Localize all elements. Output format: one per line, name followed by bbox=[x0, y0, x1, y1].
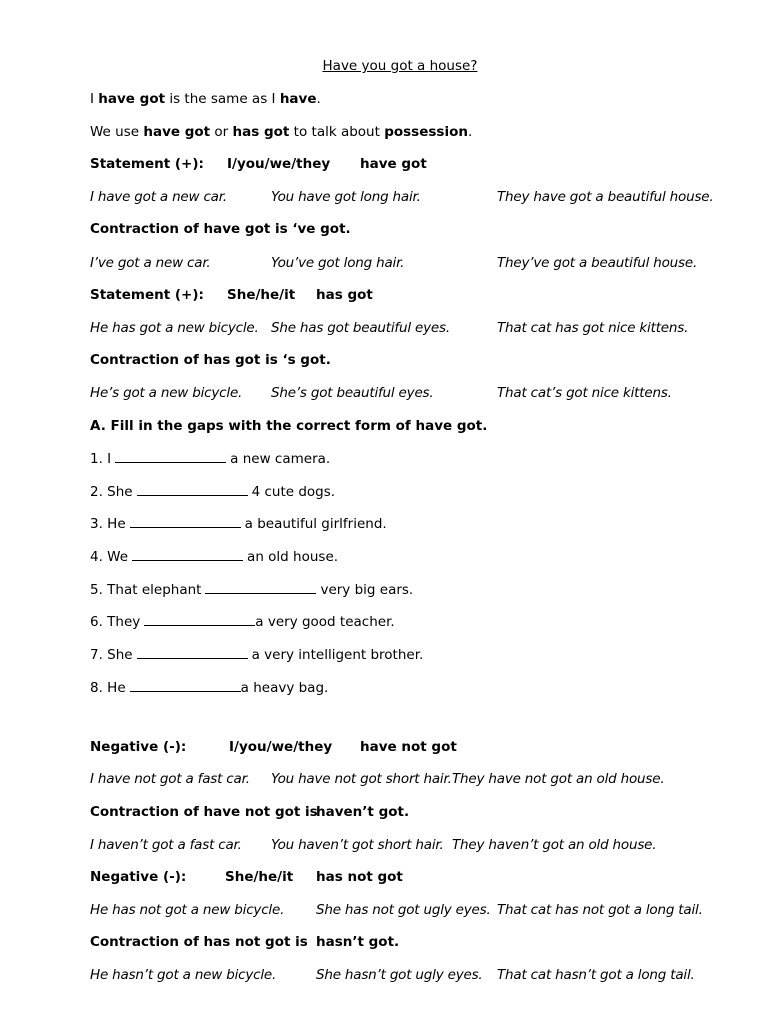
neg-contraction1-example-2: You haven’t got short hair. bbox=[271, 837, 444, 853]
gap-6-input[interactable] bbox=[144, 613, 255, 626]
item-8-prefix: 8. He bbox=[90, 680, 126, 696]
statement2-example-3: That cat has got nice kittens. bbox=[497, 320, 689, 336]
exercise-item-6 bbox=[90, 613, 395, 631]
intro2-bold-1: have got bbox=[143, 124, 211, 140]
statement2-form: has got bbox=[316, 287, 373, 303]
exercise-item-5 bbox=[90, 581, 413, 599]
exercise-item-2 bbox=[90, 483, 335, 501]
statement1-example-1: I have got a new car. bbox=[90, 189, 227, 205]
gap-2-input[interactable] bbox=[137, 483, 248, 496]
intro2-text-2: or bbox=[210, 124, 233, 140]
exercise-item-7 bbox=[90, 646, 423, 664]
neg-contraction2-form: hasn’t got. bbox=[316, 934, 400, 950]
statement2-subjects: She/he/it bbox=[227, 287, 296, 303]
intro1-bold-2: have bbox=[279, 91, 317, 107]
exercise-item-3 bbox=[90, 515, 387, 533]
item-2-prefix: 2. She bbox=[90, 484, 133, 500]
negative1-subjects: I/you/we/they bbox=[229, 739, 333, 755]
intro-line-2 bbox=[90, 123, 472, 141]
neg-contraction1-label: Contraction of have not got is bbox=[90, 804, 318, 820]
item-3-suffix: a beautiful girlfriend. bbox=[244, 516, 387, 532]
statement1-example-3: They have got a beautiful house. bbox=[497, 189, 714, 205]
gap-4-input[interactable] bbox=[132, 548, 243, 561]
gap-8-input[interactable] bbox=[130, 679, 241, 692]
negative2-example-1: He has not got a new bicycle. bbox=[90, 902, 285, 918]
statement1-form: have got bbox=[360, 156, 427, 172]
contraction2-example-1: He’s got a new bicycle. bbox=[90, 385, 243, 401]
contraction2-label: Contraction of has got is ‘s got. bbox=[90, 352, 331, 368]
intro1-text-1: I bbox=[90, 91, 99, 107]
intro2-bold-3: possession bbox=[384, 124, 468, 140]
item-5-prefix: 5. That elephant bbox=[90, 582, 202, 598]
negative2-subjects: She/he/it bbox=[225, 869, 294, 885]
statement2-example-1: He has got a new bicycle. bbox=[90, 320, 259, 336]
negative2-form: has not got bbox=[316, 869, 403, 885]
statement1-example-2: You have got long hair. bbox=[271, 189, 421, 205]
negative1-form: have not got bbox=[360, 739, 457, 755]
statement1-label: Statement (+): bbox=[90, 156, 204, 172]
item-6-suffix: a very good teacher. bbox=[255, 614, 395, 630]
item-1-prefix: 1. I bbox=[90, 451, 112, 467]
contraction1-example-3: They’ve got a beautiful house. bbox=[497, 255, 698, 271]
contraction2-example-3: That cat’s got nice kittens. bbox=[497, 385, 672, 401]
intro1-text-2: is the same as I bbox=[165, 91, 280, 107]
item-4-prefix: 4. We bbox=[90, 549, 129, 565]
gap-3-input[interactable] bbox=[130, 515, 241, 528]
negative2-label: Negative (-): bbox=[90, 869, 187, 885]
item-7-suffix: a very intelligent brother. bbox=[251, 647, 424, 663]
neg-contraction1-example-1: I haven’t got a fast car. bbox=[90, 837, 242, 853]
gap-7-input[interactable] bbox=[137, 646, 248, 659]
gap-5-input[interactable] bbox=[205, 581, 316, 594]
item-1-suffix: a new camera. bbox=[230, 451, 331, 467]
negative1-label: Negative (-): bbox=[90, 739, 187, 755]
negative2-example-3: That cat has not got a long tail. bbox=[497, 902, 703, 918]
gap-1-input[interactable] bbox=[115, 450, 226, 463]
item-8-suffix: a heavy bag. bbox=[240, 680, 329, 696]
contraction2-example-2: She’s got beautiful eyes. bbox=[271, 385, 434, 401]
exercise-item-4 bbox=[90, 548, 338, 566]
intro-line-1 bbox=[90, 90, 321, 108]
intro2-text-1: We use bbox=[90, 124, 144, 140]
negative2-example-2: She has not got ugly eyes. bbox=[316, 902, 491, 918]
intro1-bold-1: have got bbox=[98, 91, 166, 107]
neg-contraction2-label: Contraction of has not got is bbox=[90, 934, 308, 950]
contraction1-example-2: You’ve got long hair. bbox=[271, 255, 405, 271]
negative1-example-2: You have not got short hair. bbox=[271, 771, 452, 787]
item-4-suffix: an old house. bbox=[247, 549, 339, 565]
negative1-example-1: I have not got a fast car. bbox=[90, 771, 250, 787]
item-6-prefix: 6. They bbox=[90, 614, 141, 630]
neg-contraction1-form: haven’t got. bbox=[316, 804, 410, 820]
contraction1-label: Contraction of have got is ‘ve got. bbox=[90, 221, 351, 237]
item-7-prefix: 7. She bbox=[90, 647, 133, 663]
neg-contraction1-example-3: They haven’t got an old house. bbox=[452, 837, 657, 853]
neg-contraction2-example-3: That cat hasn’t got a long tail. bbox=[497, 967, 695, 983]
intro1-text-3: . bbox=[316, 91, 321, 107]
intro2-text-4: . bbox=[467, 124, 473, 140]
page-title: Have you got a house? bbox=[322, 58, 478, 74]
exercise-item-1 bbox=[90, 450, 330, 468]
neg-contraction2-example-2: She hasn’t got ugly eyes. bbox=[316, 967, 483, 983]
item-3-prefix: 3. He bbox=[90, 516, 126, 532]
item-2-suffix: 4 cute dogs. bbox=[251, 484, 336, 500]
exercise-item-8 bbox=[90, 679, 328, 697]
intro2-text-3: to talk about bbox=[289, 124, 385, 140]
neg-contraction2-example-1: He hasn’t got a new bicycle. bbox=[90, 967, 277, 983]
contraction1-example-1: I’ve got a new car. bbox=[90, 255, 211, 271]
intro2-bold-2: has got bbox=[232, 124, 290, 140]
statement2-example-2: She has got beautiful eyes. bbox=[271, 320, 450, 336]
statement1-subjects: I/you/we/they bbox=[227, 156, 331, 172]
negative1-example-3: They have not got an old house. bbox=[452, 771, 665, 787]
exercise-heading: A. Fill in the gaps with the correct form of have got. bbox=[90, 418, 488, 434]
item-5-suffix: very big ears. bbox=[320, 582, 414, 598]
statement2-label: Statement (+): bbox=[90, 287, 204, 303]
